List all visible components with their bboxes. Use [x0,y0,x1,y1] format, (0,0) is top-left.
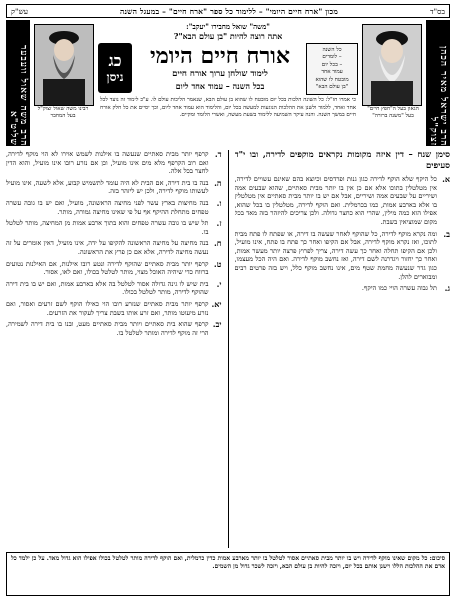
year-box-line: מובטח לו שהוא [315,76,349,83]
tagline: "משה" שואל מחבירו "יעקב": [186,22,270,31]
paragraph-number: ח. [213,238,222,249]
top-left-label: עש"ק [11,6,29,16]
tagline-2: אתה רוצה להיות "בן עולם הבא"? [173,31,283,41]
paragraph-text: תל גבוה עשרה הויי כמו היקף. [361,284,437,293]
paragraph [235,230,451,282]
intro-paragraph: כי אמרו חז"ל: כל השונה הלכות בכל יום מובטח לו שהוא בן עולם הבא, שנאמר הליכות עולם לו. ע"כ לימוד זה נועד לכל אחד ואחד, ללמוד ולשנן את ההלכות הנוגעות למעשה בכל יום, והלימוד הוא עמוד אחד ליום, וכך יסיים את כל חלק אורח חיים במשך השנה. והנה עיקר השמיעה ללימוד בשעת מעשה, ואשרי הלומד ומקיים. [100,97,356,118]
right-column [235,150,451,548]
masthead [6,20,450,146]
rabbi-portrait-icon [35,25,93,105]
section-heading: סימן שנח – דין איזה מקומות נקראים מוקפים לדירה, ובו י"ד סעיפים [234,150,450,171]
paragraph [6,199,222,216]
paragraph-text: קרפף יותר מבית סאתיים שהוקף לדירה ונטע רובו אילנות, אם האילנות נטועים ברווח כדי שיהיה האוכל מצוי, מותר לטלטל בכולו, ואם לאו, אסור. [6,259,209,277]
year-box-line: – לומדים [322,54,342,60]
paragraph [235,175,451,227]
paragraph-text: קרפף שהוא בית סאתיים ויותר מבית סאתיים מעט, ובנו בו בית דירה לשמירה, הרי זה מוקף לדירה ומותר לטלטל בו. [6,320,209,337]
paragraph-text: כל היקף שלא הוקף לדירה כגון גנות ופרדסים וכיוצא בהם שאינם עשויים לדירה, אין מטלטלין בתוכו אלא אם כן אין בו יותר מבית סאתיים, שהוא שבעים אמה ושיריים על שבעים אמה ושיריים, אבל אם יש בו יותר מבית סאתיים אין מטלטלין בו אלא בארבע אמות, כמו בכרמלית. ואם הוקף לדירה, מטלטלין בו בכל שהוא, אפילו הוא כמה מילין, שהרי הוא כחצר גדולה. ולכן צריכים להיזהר בזה מאד בכל מקום שמוציאין בשבת. [234,175,437,226]
paragraph [6,280,222,297]
page-subtitle-2: בכל השנה – עמוד אחד ליום [175,81,265,91]
paragraph-number: ו. [216,197,222,208]
paragraph-text: קרפף יותר מבית סאתיים שנזרע רובו הוי כאילו הוקף לשם זרעים ואסור, ואם נזרע מיעוטו מותר, ואם זרע אותו בשבת צריך לעקור את הזרעים. [6,299,209,317]
portrait-left [34,24,94,106]
top-center-text: מכון "ארח חיים היומי" – ללימוד כל ספר "ארח חיים" – במעגל השנה [120,6,339,16]
paragraph [6,219,222,236]
page-subtitle: לימוד שולחן ערוך אורח חיים [172,69,268,79]
body-columns [6,150,450,548]
paragraph-number: א. [442,174,450,184]
paragraph-text: תל שיש בו גובה עשרה טפחים והוא בתוך ארבע אמות מן המחיצה, מותר לטלטל בו. [6,219,209,236]
rabbi-portrait-icon [363,25,421,105]
year-cycle-box [306,43,358,95]
year-box-line: – בכל יום [321,61,343,68]
year-box-line: כל השנה [322,46,342,53]
side-banner-right: הרב ישראל מאיר הכהן זצוק"ל [426,20,450,146]
paragraph-number: ב. [443,228,450,239]
paragraph-text: בית שיש לו גינה גדולה אסור לטלטל בה אלא בארבע אמות, ואם יש בו בית דירה שהוקף לדירה, מותר לטלטל בכולו. [6,279,209,297]
paragraph [6,150,222,176]
paragraph-text: בנה מחיצה על מחיצה הראשונה להקיפו על ידה, אינו מועיל, דאין אומרים על זה נעשה מחיצה לדירה, אלא אם כן פרץ את הראשונה. [6,239,209,256]
paragraph-number: ט. [213,258,222,269]
paragraph-text: ומה נקרא מוקף לדירה, כל שהוקף לאחר שעשה בו דירה, או שפתח לו פתח מבית לתוכו, ואז נקרא מוקף לדירה, אבל אם הקיפו ואחר כך פתח בו פתח, אינו מועיל, ולכן אם הקיפו תחלה ואחר כך עשה דירה, צריך לפרוץ פרצה יותר מעשר אמות, ואחר כך יחזור ויגדרנה לשם דירה, ואז נחשב מוקף לדירה. ואם היה הכל מעצמו, כגון גדר שנעשה מחמת שטף מים, אינו נחשב מוקף כלל, ויש בזה פרטים רבים ומבוארים להלן. [234,229,437,281]
paragraph-number: ד. [214,150,222,159]
column-divider [228,150,229,548]
portrait-right-caption: הגאון בעל ה"חפץ חיים" בעל "משנה ברורה" [367,106,419,119]
paragraph [6,260,222,277]
year-box-line: עמוד אחד [321,69,343,75]
side-banner-left: הרב משה שאול וועבער שליט"א [6,20,30,146]
paragraph-number: ז. [216,218,222,229]
date-month: ניסן [106,70,124,84]
paragraph [6,300,222,317]
year-box-line: "בן עולם הבא" [315,84,349,90]
paragraph-text: קרפף יותר מבית סאתיים שנעשה בו אילנות לשמש אוירו לא הוי מוקף לדירה, ואם רוב הקרפף מלא מים אינו מועיל, וכן אם נזרע רובו אינו מועיל, והוא הדין לחצר בכל אלה. [6,150,209,176]
portrait-right [362,24,422,106]
date-badge [98,43,132,93]
title-row [98,43,358,97]
date-day: כג [108,51,122,70]
paragraph-number: י. [216,278,222,289]
paragraph [6,239,222,256]
paragraph-text: בנה מחיצות בארץ עשר לפני מחיצה הראשונה, מועיל, ואם יש בו גובה עשרה טפחים מתחלת ההיקף אף על פי שאינו מחיצה גמורה, מותר. [6,198,209,216]
masthead-center [98,20,358,146]
paragraph-number: ה. [214,177,222,188]
top-banner [6,4,450,18]
paragraph [235,284,451,293]
paragraph [6,179,222,196]
paragraph-number: ג. [444,283,450,294]
paragraph-number: יא. [211,298,222,309]
paragraph-text: בנה בו בית דירה, אם הבית לא היה עומד לתשמיש קבוע, אלא לשעה, אינו מועיל לעשותו מוקף לדירה, ולכן יש ליזהר בזה. [6,178,209,196]
paragraph [6,320,222,337]
left-column [6,150,222,548]
page-title: אורח חיים היומי [149,43,291,69]
top-right-label: בס"ד [430,6,445,16]
portrait-left-caption: רבינו משה שאול זצוק"ל בעל המחבר [37,106,89,119]
footer-summary: סיכום: כל מקום שאינו מוקף לדירה ויש בו יותר מבית סאתיים אסור לטלטל בו יותר מארבע אמות כדין כרמלית, ואם הוקף לדירה מותר לטלטל בכולו אפילו הוא גדול מאד. על כן ילמד כל אדם את ההלכות הללו וישנן אותם בכל יום, ויזכה להיות בן עולם הבא, ויזכה לשכר גדול מן השמים. [6,552,450,596]
paragraph-number: יב. [212,319,222,330]
